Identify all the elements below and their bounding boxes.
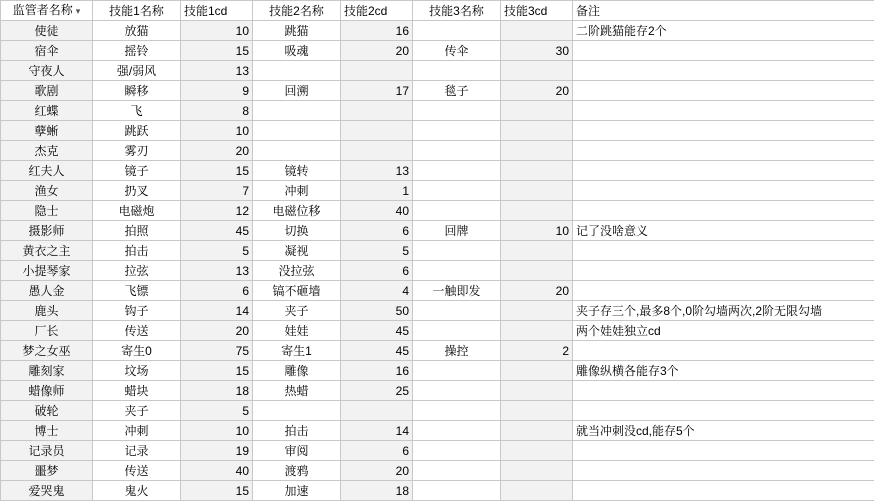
table-row [1, 61, 874, 81]
cell-skill2-cd[interactable]: 40 [341, 201, 413, 221]
cell-skill1-name[interactable]: 拍照 [93, 221, 181, 241]
cell-skill3-cd[interactable] [501, 381, 573, 401]
cell-skill3-cd[interactable] [501, 101, 573, 121]
cell-remark[interactable] [573, 121, 874, 141]
cell-skill3-name[interactable]: 操控 [413, 341, 501, 361]
cell-skill3-cd[interactable]: 20 [501, 281, 573, 301]
cell-monitor-name[interactable]: 杰克 [1, 141, 93, 161]
cell-remark[interactable]: 雕像纵横各能存3个 [573, 361, 874, 381]
table-row [1, 441, 874, 461]
cell-skill3-cd[interactable] [501, 261, 573, 281]
cell-skill3-name[interactable] [413, 461, 501, 481]
cell-monitor-name[interactable]: 梦之女巫 [1, 341, 93, 361]
cell-skill1-name[interactable]: 放猫 [93, 21, 181, 41]
cell-remark[interactable] [573, 481, 874, 501]
cell-skill2-name[interactable] [253, 141, 341, 161]
cell-skill3-cd[interactable] [501, 421, 573, 441]
table-row [1, 241, 874, 261]
cell-skill3-cd[interactable] [501, 441, 573, 461]
cell-remark[interactable] [573, 281, 874, 301]
cell-skill1-cd[interactable]: 18 [181, 381, 253, 401]
cell-skill1-cd[interactable]: 15 [181, 481, 253, 501]
cell-skill1-cd[interactable]: 5 [181, 401, 253, 421]
cell-skill1-cd[interactable]: 13 [181, 261, 253, 281]
cell-skill1-cd[interactable]: 10 [181, 21, 253, 41]
cell-skill3-name[interactable] [413, 121, 501, 141]
column-header-skill1-name[interactable]: 技能1名称 [93, 1, 181, 21]
cell-remark[interactable] [573, 381, 874, 401]
cell-skill2-cd[interactable]: 25 [341, 381, 413, 401]
cell-skill2-cd[interactable]: 6 [341, 261, 413, 281]
cell-remark[interactable] [573, 261, 874, 281]
column-header-skill2-name[interactable]: 技能2名称 [253, 1, 341, 21]
column-header-monitor-name[interactable] [1, 1, 93, 21]
cell-monitor-name[interactable]: 守夜人 [1, 61, 93, 81]
cell-skill3-cd[interactable] [501, 461, 573, 481]
cell-skill2-name[interactable] [253, 121, 341, 141]
cell-skill2-name[interactable]: 渡鸦 [253, 461, 341, 481]
cell-monitor-name[interactable]: 博士 [1, 421, 93, 441]
table-row [1, 281, 874, 301]
cell-skill3-name[interactable] [413, 161, 501, 181]
cell-remark[interactable]: 记了没啥意义 [573, 221, 874, 241]
cell-skill3-name[interactable]: 毯子 [413, 81, 501, 101]
cell-monitor-name[interactable]: 摄影师 [1, 221, 93, 241]
cell-monitor-name[interactable]: 小提琴家 [1, 261, 93, 281]
cell-skill1-name[interactable]: 钩子 [93, 301, 181, 321]
cell-skill1-cd[interactable]: 40 [181, 461, 253, 481]
table-row [1, 81, 874, 101]
cell-skill3-name[interactable] [413, 421, 501, 441]
cell-skill1-cd[interactable]: 5 [181, 241, 253, 261]
cell-skill2-name[interactable]: 拍击 [253, 421, 341, 441]
filter-dropdown-icon[interactable]: ▾ [76, 2, 81, 20]
cell-skill3-cd[interactable] [501, 241, 573, 261]
cell-skill1-cd[interactable]: 45 [181, 221, 253, 241]
cell-remark[interactable] [573, 141, 874, 161]
cell-skill1-cd[interactable]: 15 [181, 161, 253, 181]
cell-skill2-name[interactable]: 切换 [253, 221, 341, 241]
cell-skill3-name[interactable] [413, 261, 501, 281]
table-row [1, 481, 874, 501]
cell-skill1-name[interactable]: 记录 [93, 441, 181, 461]
cell-monitor-name[interactable]: 使徒 [1, 21, 93, 41]
cell-skill1-name[interactable]: 摇铃 [93, 41, 181, 61]
cell-skill1-cd[interactable]: 20 [181, 141, 253, 161]
cell-skill2-name[interactable]: 夹子 [253, 301, 341, 321]
cell-skill3-name[interactable] [413, 381, 501, 401]
cell-skill3-cd[interactable] [501, 481, 573, 501]
cell-skill2-name[interactable]: 凝视 [253, 241, 341, 261]
cell-skill3-cd[interactable] [501, 141, 573, 161]
table-row [1, 361, 874, 381]
cell-skill3-name[interactable] [413, 481, 501, 501]
cell-skill2-cd[interactable]: 1 [341, 181, 413, 201]
table-row [1, 261, 874, 281]
cell-skill3-name[interactable] [413, 301, 501, 321]
table-row [1, 341, 874, 361]
column-header-skill3-cd[interactable]: 技能3cd [501, 1, 573, 21]
cell-skill2-name[interactable]: 雕像 [253, 361, 341, 381]
cell-skill1-cd[interactable]: 9 [181, 81, 253, 101]
cell-skill1-cd[interactable]: 10 [181, 121, 253, 141]
cell-skill2-name[interactable]: 热蜡 [253, 381, 341, 401]
cell-skill3-cd[interactable] [501, 21, 573, 41]
table-body [1, 21, 874, 501]
cell-skill2-cd[interactable]: 4 [341, 281, 413, 301]
cell-skill1-name[interactable]: 蜡块 [93, 381, 181, 401]
cell-skill1-name[interactable]: 瞬移 [93, 81, 181, 101]
cell-skill2-cd[interactable]: 13 [341, 161, 413, 181]
cell-monitor-name[interactable]: 雕刻家 [1, 361, 93, 381]
cell-skill1-name[interactable]: 扔叉 [93, 181, 181, 201]
cell-skill1-name[interactable]: 雾刃 [93, 141, 181, 161]
cell-skill3-cd[interactable] [501, 121, 573, 141]
cell-remark[interactable] [573, 41, 874, 61]
table-header [1, 1, 874, 21]
cell-skill3-cd[interactable] [501, 301, 573, 321]
cell-skill3-cd[interactable] [501, 181, 573, 201]
cell-skill3-cd[interactable] [501, 401, 573, 421]
cell-remark[interactable] [573, 341, 874, 361]
cell-skill2-cd[interactable]: 18 [341, 481, 413, 501]
cell-monitor-name[interactable]: 歌剧 [1, 81, 93, 101]
cell-skill2-cd[interactable] [341, 401, 413, 421]
header-row [1, 1, 874, 21]
cell-skill3-name[interactable]: 一触即发 [413, 281, 501, 301]
cell-skill2-name[interactable]: 没拉弦 [253, 261, 341, 281]
cell-remark[interactable] [573, 181, 874, 201]
cell-monitor-name[interactable]: 愚人金 [1, 281, 93, 301]
column-header-remark[interactable]: 备注 [573, 1, 874, 21]
cell-monitor-name[interactable]: 红夫人 [1, 161, 93, 181]
cell-skill3-name[interactable] [413, 201, 501, 221]
cell-skill1-cd[interactable]: 6 [181, 281, 253, 301]
cell-skill3-name[interactable] [413, 241, 501, 261]
cell-skill2-name[interactable] [253, 101, 341, 121]
cell-skill1-cd[interactable]: 13 [181, 61, 253, 81]
table-row [1, 221, 874, 241]
cell-skill3-cd[interactable]: 20 [501, 81, 573, 101]
cell-skill2-cd[interactable]: 17 [341, 81, 413, 101]
cell-skill2-name[interactable]: 电磁位移 [253, 201, 341, 221]
cell-skill1-name[interactable]: 鬼火 [93, 481, 181, 501]
cell-skill2-cd[interactable]: 45 [341, 321, 413, 341]
column-header-skill2-cd[interactable]: 技能2cd [341, 1, 413, 21]
table-row [1, 101, 874, 121]
cell-skill2-cd[interactable]: 6 [341, 441, 413, 461]
cell-monitor-name[interactable]: 鹿头 [1, 301, 93, 321]
cell-skill2-cd[interactable]: 20 [341, 41, 413, 61]
cell-skill2-name[interactable]: 审阅 [253, 441, 341, 461]
cell-skill2-cd[interactable]: 45 [341, 341, 413, 361]
table-row [1, 161, 874, 181]
cell-remark[interactable]: 就当冲刺没cd,能存5个 [573, 421, 874, 441]
table-row [1, 181, 874, 201]
header-label-monitor-name: 监管者名称 [13, 3, 73, 17]
cell-skill2-name[interactable]: 寄生1 [253, 341, 341, 361]
cell-skill2-name[interactable]: 吸魂 [253, 41, 341, 61]
cell-skill2-name[interactable] [253, 401, 341, 421]
cell-skill2-cd[interactable]: 20 [341, 461, 413, 481]
cell-remark[interactable] [573, 461, 874, 481]
cell-skill2-name[interactable]: 娃娃 [253, 321, 341, 341]
cell-remark[interactable]: 夹子存三个,最多8个,0阶勾墙两次,2阶无限勾墙 [573, 301, 874, 321]
cell-skill2-cd[interactable]: 16 [341, 21, 413, 41]
cell-remark[interactable] [573, 441, 874, 461]
column-header-skill3-name[interactable]: 技能3名称 [413, 1, 501, 21]
cell-skill1-name[interactable]: 拉弦 [93, 261, 181, 281]
cell-skill1-name[interactable]: 拍击 [93, 241, 181, 261]
cell-skill1-name[interactable]: 寄生0 [93, 341, 181, 361]
cell-skill1-name[interactable]: 强/弱风 [93, 61, 181, 81]
cell-monitor-name[interactable]: 记录员 [1, 441, 93, 461]
cell-skill1-name[interactable]: 飞镖 [93, 281, 181, 301]
cell-remark[interactable] [573, 81, 874, 101]
cell-skill2-cd[interactable] [341, 141, 413, 161]
cell-skill3-name[interactable] [413, 441, 501, 461]
cell-skill3-cd[interactable]: 10 [501, 221, 573, 241]
cell-skill3-name[interactable] [413, 321, 501, 341]
cell-skill3-name[interactable] [413, 101, 501, 121]
cell-monitor-name[interactable]: 孽蜥 [1, 121, 93, 141]
cell-monitor-name[interactable]: 隐士 [1, 201, 93, 221]
cell-skill3-name[interactable] [413, 401, 501, 421]
cell-skill2-cd[interactable] [341, 121, 413, 141]
cell-monitor-name[interactable]: 渔女 [1, 181, 93, 201]
cell-skill2-name[interactable]: 回溯 [253, 81, 341, 101]
cell-skill1-cd[interactable]: 10 [181, 421, 253, 441]
cell-skill3-cd[interactable] [501, 161, 573, 181]
cell-skill3-name[interactable] [413, 361, 501, 381]
cell-skill1-name[interactable]: 夹子 [93, 401, 181, 421]
cell-skill2-name[interactable]: 冲刺 [253, 181, 341, 201]
cell-skill1-name[interactable]: 飞 [93, 101, 181, 121]
table-row [1, 321, 874, 341]
cell-remark[interactable] [573, 161, 874, 181]
cell-remark[interactable] [573, 401, 874, 421]
cell-skill1-cd[interactable]: 75 [181, 341, 253, 361]
cell-skill3-name[interactable] [413, 21, 501, 41]
cell-remark[interactable] [573, 201, 874, 221]
cell-skill1-cd[interactable]: 12 [181, 201, 253, 221]
cell-monitor-name[interactable]: 宿伞 [1, 41, 93, 61]
table-row [1, 381, 874, 401]
cell-skill2-cd[interactable]: 6 [341, 221, 413, 241]
cell-skill1-cd[interactable]: 15 [181, 361, 253, 381]
cell-skill1-name[interactable]: 镜子 [93, 161, 181, 181]
cell-skill2-cd[interactable] [341, 101, 413, 121]
cell-skill1-name[interactable]: 冲刺 [93, 421, 181, 441]
table-row [1, 21, 874, 41]
cell-skill1-name[interactable]: 电磁炮 [93, 201, 181, 221]
cell-monitor-name[interactable]: 破轮 [1, 401, 93, 421]
cell-skill2-cd[interactable]: 16 [341, 361, 413, 381]
cell-skill1-name[interactable]: 坟场 [93, 361, 181, 381]
cell-monitor-name[interactable]: 厂长 [1, 321, 93, 341]
cell-skill3-cd[interactable]: 2 [501, 341, 573, 361]
cell-skill3-cd[interactable] [501, 361, 573, 381]
cell-monitor-name[interactable]: 黄衣之主 [1, 241, 93, 261]
cell-skill2-cd[interactable]: 5 [341, 241, 413, 261]
cell-skill1-cd[interactable]: 20 [181, 321, 253, 341]
cell-remark[interactable] [573, 241, 874, 261]
cell-skill3-cd[interactable] [501, 321, 573, 341]
cell-skill3-cd[interactable] [501, 61, 573, 81]
cell-skill3-name[interactable]: 传伞 [413, 41, 501, 61]
column-header-skill1-cd[interactable]: 技能1cd [181, 1, 253, 21]
cell-skill1-cd[interactable]: 7 [181, 181, 253, 201]
cell-skill2-name[interactable]: 跳猫 [253, 21, 341, 41]
table-row [1, 121, 874, 141]
cell-remark[interactable] [573, 61, 874, 81]
cell-remark[interactable] [573, 101, 874, 121]
cell-monitor-name[interactable]: 噩梦 [1, 461, 93, 481]
table-row [1, 141, 874, 161]
cell-skill3-name[interactable]: 回牌 [413, 221, 501, 241]
cell-skill2-name[interactable]: 镐不砸墙 [253, 281, 341, 301]
cell-skill3-name[interactable] [413, 141, 501, 161]
cell-remark[interactable]: 二阶跳猫能存2个 [573, 21, 874, 41]
cell-skill2-cd[interactable] [341, 61, 413, 81]
cell-skill1-cd[interactable]: 8 [181, 101, 253, 121]
table-row [1, 401, 874, 421]
cell-skill2-name[interactable] [253, 61, 341, 81]
cell-skill3-name[interactable] [413, 181, 501, 201]
cell-remark[interactable]: 两个娃娃独立cd [573, 321, 874, 341]
cell-skill2-name[interactable]: 加速 [253, 481, 341, 501]
table-row [1, 41, 874, 61]
cell-skill1-name[interactable]: 传送 [93, 321, 181, 341]
cell-monitor-name[interactable]: 红蝶 [1, 101, 93, 121]
cell-skill2-name[interactable]: 镜转 [253, 161, 341, 181]
table-row [1, 461, 874, 481]
cell-monitor-name[interactable]: 蜡像师 [1, 381, 93, 401]
cell-skill1-cd[interactable]: 19 [181, 441, 253, 461]
cell-monitor-name[interactable]: 爱哭鬼 [1, 481, 93, 501]
cell-skill2-cd[interactable]: 50 [341, 301, 413, 321]
cell-skill3-name[interactable] [413, 61, 501, 81]
cell-skill1-name[interactable]: 跳跃 [93, 121, 181, 141]
cell-skill2-cd[interactable]: 14 [341, 421, 413, 441]
table-row [1, 201, 874, 221]
table-row [1, 301, 874, 321]
cell-skill1-name[interactable]: 传送 [93, 461, 181, 481]
cell-skill1-cd[interactable]: 14 [181, 301, 253, 321]
cell-skill1-cd[interactable]: 15 [181, 41, 253, 61]
cell-skill3-cd[interactable] [501, 201, 573, 221]
cell-skill3-cd[interactable]: 30 [501, 41, 573, 61]
table-row [1, 421, 874, 441]
